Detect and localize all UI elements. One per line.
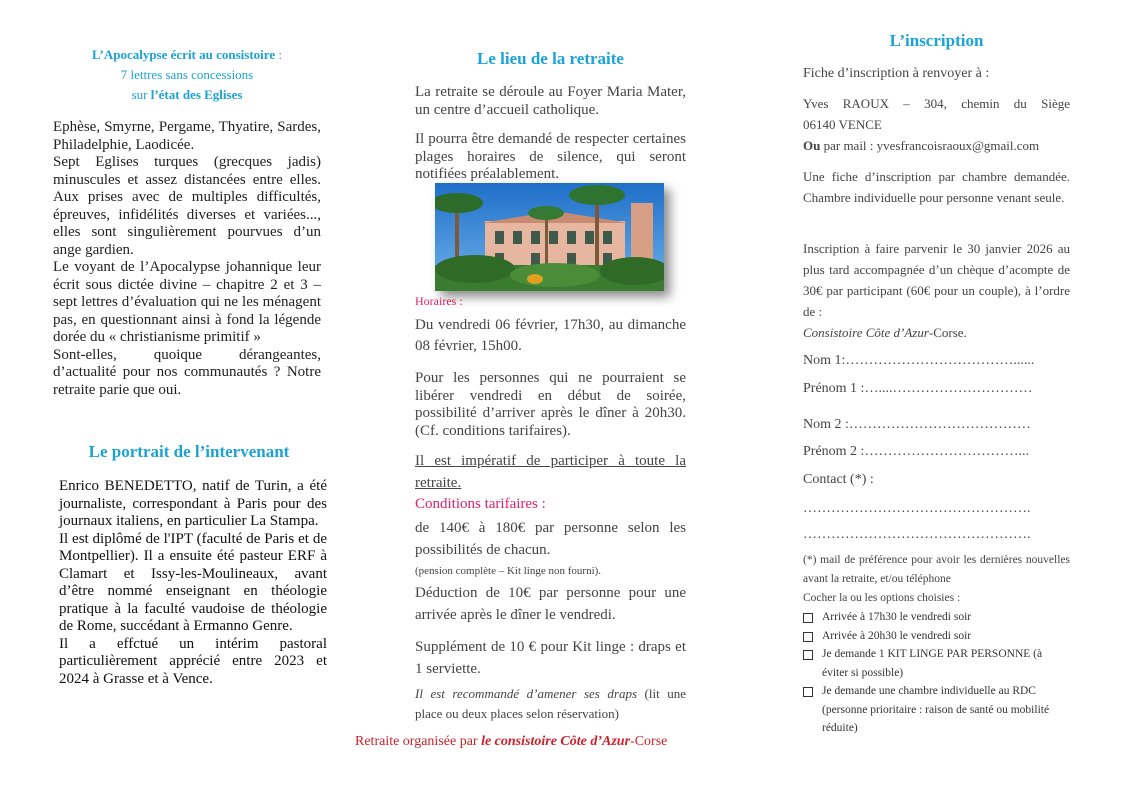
option-label: Arrivée à 20h30 le vendredi soir [822,629,972,642]
nom1-field[interactable]: Nom 1:………………………………...... [803,353,1035,368]
mail-address: par mail : yvesfrancoisraoux@gmail.com [820,138,1040,153]
option-label: Je demande une chambre individuelle au RDC (personne prioritaire : raison de santé ou mobilité réduite) [822,685,1050,734]
option-item[interactable] [803,608,1070,627]
supplement-text: Supplément de 10 € pour Kit linge : draps et 1 serviette. [415,639,686,677]
mail-line [803,136,1039,156]
inscription-title: L’inscription [889,31,984,50]
option-label: Je demande 1 KIT LINGE PAR PERSONNE (à éviter si possible) [822,648,1043,679]
prix-text: de 140€ à 180€ par personne selon les possibilités de chacun. [415,520,686,558]
theme-title-line2: 7 lettres sans concessions [120,67,254,82]
consistoire-rest: -Corse. [928,325,967,340]
contact-field-1[interactable]: …………………………………………. [803,501,1031,516]
draps-recommendation [415,684,686,724]
inscription-deadline-main: Inscription à faire parvenir le 30 janvier 2026 au plus tard accompagnée d’un chèque d’acompte de 30€ par participant (60€ pour un couple), à l’ordre de : [803,241,1070,319]
footer-prefix: Retraite organisée par [355,734,482,749]
contact-label: Contact (*) : [803,472,874,487]
option-item[interactable] [803,682,1070,738]
portrait-body [59,478,327,688]
theme-paragraph: Ephèse, Smyrne, Pergame, Thyatire, Sardes, Philadelphie, Laodicée. [53,119,321,153]
checkbox-icon[interactable] [803,632,813,642]
option-label: Arrivée à 17h30 le vendredi soir [822,611,972,623]
option-item[interactable] [803,627,1070,646]
checkbox-icon[interactable] [803,650,813,660]
theme-paragraph: Sont-elles, quoique dérangeantes, d’actualité pour nos communautés ? Notre retraite parie que oui. [53,346,321,398]
fiche-label: Fiche d’inscription à renvoyer à : [803,66,990,81]
cocher-label: Cocher la ou les options choisies : [803,592,961,604]
consistoire-italic: Consistoire Côte d’Azur [803,325,929,340]
villa-with-palm-trees-photo [435,183,664,291]
portrait-title: Le portrait de l’intervenant [88,442,290,461]
horaires-label: Horaires : [415,294,463,308]
contact-field-2[interactable]: …………………………………………. [803,527,1031,542]
villa-photo-svg [435,183,664,291]
footer-text [355,734,667,750]
theme-title-line1: L’Apocalypse écrit au consistoire [92,47,276,62]
deduction-text: Déduction de 10€ par personne pour une arrivée après le dîner le vendredi. [415,585,686,623]
portrait-paragraph: Il est diplômé de l'IPT (faculté de Paris et de Montpellier). Il a ensuite été pasteur ERF à Clamart et Issy-les-Moulineaux, avant d’être nommé enseignant en théologie pratique à la faculté vaudoise de théologie de Rome, succédant à Ermanno Genre. [59,530,327,634]
theme-paragraph: Le voyant de l’Apocalypse johannique leur écrit sous dictée divine – chapitre 2 et 3 – sept lettres d’évaluation qui ne les ménagent pas, en questionnant ainsi à fond la légende dorée du « christianisme primitif » [53,259,321,345]
theme-title-line3-bold: l’état des Eglises [150,87,243,102]
prenom2-field[interactable]: Prénom 2 :……………………………... [803,444,1029,459]
arrivee-tardive-text: Pour les personnes qui ne pourraient se libérer vendredi en début de soirée, possibilité d’arriver après le dîner à 20h30. (Cf. conditions tarifaires). [415,370,686,439]
footer-suffix: -Corse [630,734,668,749]
draps-recommendation-italic: Il est recommandé d’amener ses draps [415,686,638,701]
imperatif-text: Il est impératif de participer à toute la retraite. [415,453,686,491]
horaires-text: Du vendredi 06 février, 17h30, au dimanche 08 février, 15h00. [415,317,686,354]
inscription-deadline-text [803,238,1070,343]
prenom1-field[interactable]: Prénom 1 :…....………………………… [803,381,1033,396]
contact-note: (*) mail de préférence pour avoir les dernières nouvelles avant la retraite, et/ou téléphone [803,554,1070,585]
mail-ou: Ou [803,138,821,153]
theme-body [53,119,321,399]
checkbox-icon[interactable] [803,687,813,697]
lieu-paragraph-2: Il pourra être demandé de respecter certaines plages horaires de silence, qui seront notifiées préalablement. [415,131,686,182]
lieu-paragraph-1: La retraite se déroule au Foyer Maria Mater, un centre d’accueil catholique. [415,84,686,118]
une-fiche-text: Une fiche d’inscription par chambre demandée. Chambre individuelle pour personne venant seule. [803,169,1070,205]
portrait-paragraph: Il a effctué un intérim pastoral particulièrement apprécié entre 2023 et 2024 à Grasse et à Vence. [59,635,327,687]
nom2-field[interactable]: Nom 2 :………………………………… [803,417,1031,432]
conditions-label: Conditions tarifaires : [415,496,546,512]
theme-title-colon: : [275,47,282,62]
lieu-title: Le lieu de la retraite [477,49,624,68]
options-checklist [803,608,1070,738]
address-line-1: Yves RAOUX – 304, chemin du Siège [803,96,1070,111]
theme-paragraph: Sept Eglises turques (grecques jadis) minuscules et assez distancées entre elles. Aux prises avec de multiples difficultés, épreuves, infidélités diverses et variées..., elles sont singulièrement pourvues d’un ange gardien. [53,154,321,258]
theme-title [53,45,321,105]
footer-italic: le consistoire Côte d’Azur [481,734,631,749]
theme-title-line3-prefix: sur [131,87,151,102]
option-item[interactable] [803,645,1070,682]
checkbox-icon[interactable] [803,613,813,623]
portrait-paragraph: Enrico BENEDETTO, natif de Turin, a été journaliste, correspondant à Paris pour des journaux italiens, en particulier La Stampa. [59,478,327,529]
draps-recommendation-rest: (lit une place ou deux places selon réservation) [415,686,687,721]
pension-text: (pension complète – Kit linge non fourni). [415,565,602,577]
address-line-2: 06140 VENCE [803,117,882,132]
